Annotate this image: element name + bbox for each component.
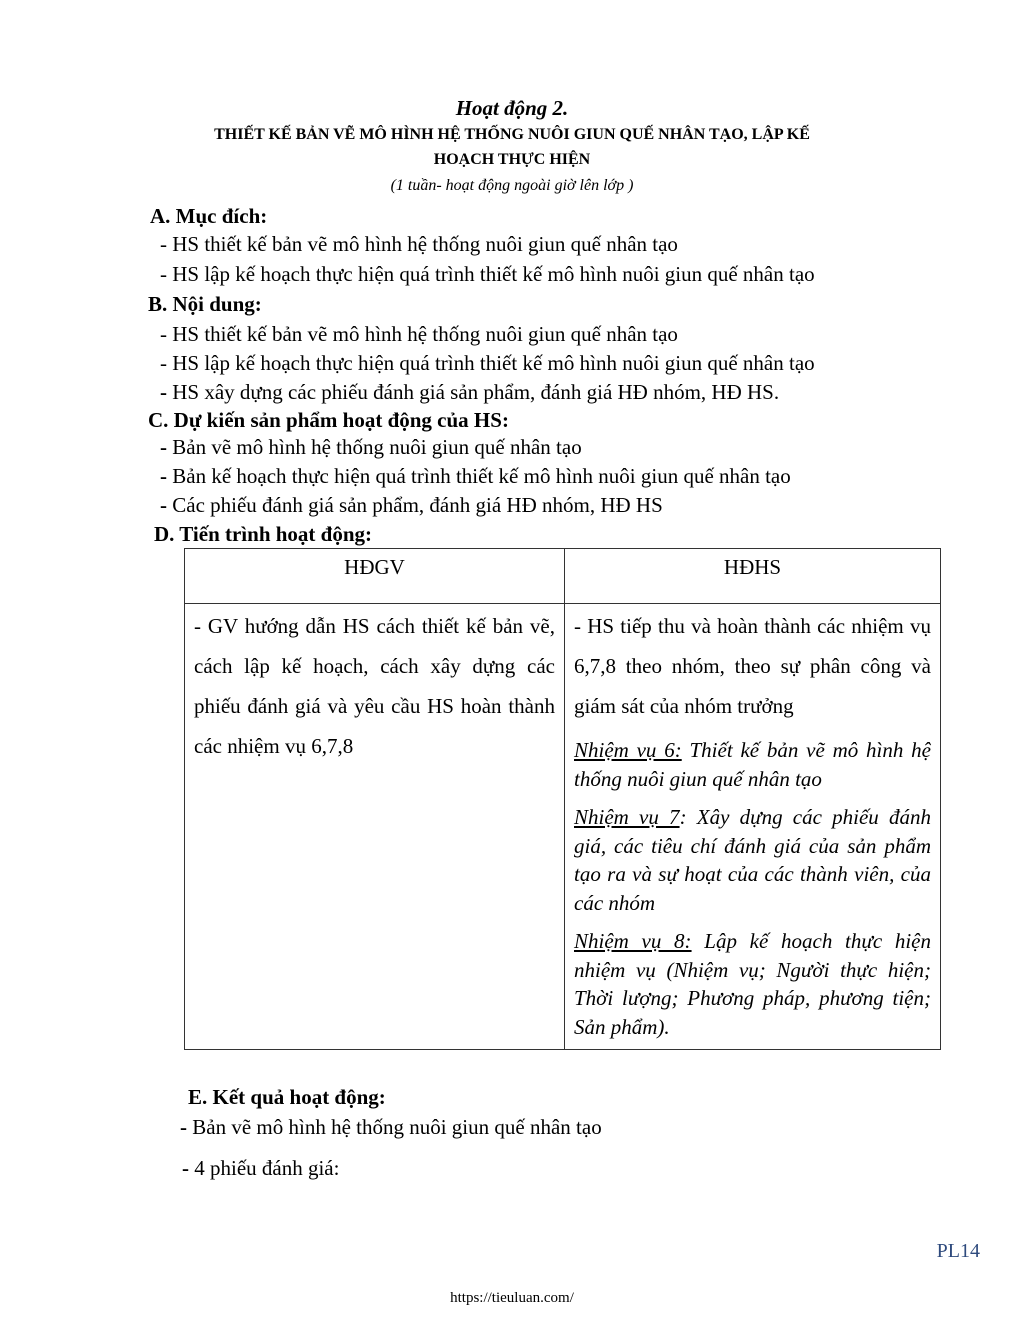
- section-d-heading: D. Tiến trình hoạt động:: [154, 522, 373, 546]
- section-e-item-1: - Bản vẽ mô hình hệ thống nuôi giun quế nhân tạo: [180, 1115, 602, 1139]
- activity-table: [184, 548, 941, 1050]
- section-e-heading: E. Kết quả hoạt động:: [188, 1085, 386, 1109]
- section-c-item-2: - Bản kế hoạch thực hiện quá trình thiết kế mô hình nuôi giun quế nhân tạo: [160, 464, 791, 488]
- section-b-item-1: - HS thiết kế bản vẽ mô hình hệ thống nuôi giun quế nhân tạo: [160, 322, 678, 346]
- activity-duration-note: (1 tuần- hoạt động ngoài giờ lên lớp ): [390, 177, 634, 194]
- table-header-student: HĐHS: [565, 549, 941, 604]
- activity-title: Hoạt động 2.: [455, 96, 569, 120]
- section-c-item-1: - Bản vẽ mô hình hệ thống nuôi giun quế nhân tạo: [160, 435, 582, 459]
- task-6: Nhiệm vụ 6: Thiết kế bản vẽ mô hình hệ thống nuôi giun quế nhân tạo: [574, 738, 931, 791]
- task-7: Nhiệm vụ 7: Xây dựng các phiếu đánh giá, các tiêu chí đánh giá của sản phẩm tạo ra và sự hoạt của các thành viên, của các nhóm: [574, 805, 931, 915]
- teacher-activity-text: - GV hướng dẫn HS cách thiết kế bản vẽ, cách lập kế hoạch, cách xây dựng các phiếu đánh giá và yêu cầu HS hoàn thành các nhiệm vụ 6,7,8: [194, 614, 555, 758]
- section-e-item-2: - 4 phiếu đánh giá:: [182, 1156, 340, 1180]
- section-c-heading: C. Dự kiến sản phẩm hoạt động của HS:: [148, 408, 509, 432]
- footer-url[interactable]: https://tieuluan.com/: [450, 1290, 574, 1306]
- table-header-row: [185, 549, 941, 604]
- activity-subtitle-line1: THIẾT KẾ BẢN VẼ MÔ HÌNH HỆ THỐNG NUÔI GIUN QUẾ NHÂN TẠO, LẬP KẾ: [214, 126, 810, 143]
- activity-subtitle-line2: HOẠCH THỰC HIỆN: [433, 151, 591, 168]
- section-b-item-3: - HS xây dựng các phiếu đánh giá sản phẩm, đánh giá HĐ nhóm, HĐ HS.: [160, 380, 780, 404]
- table-row: [185, 604, 941, 1050]
- task-8: Nhiệm vụ 8: Lập kế hoạch thực hiện nhiệm vụ (Nhiệm vụ; Người thực hiện; Thời lượng; Phương pháp, phương tiện; Sản phẩm).: [574, 929, 931, 1039]
- student-activity-text: - HS tiếp thu và hoàn thành các nhiệm vụ 6,7,8 theo nhóm, theo sự phân công và giám sát của nhóm trưởng: [574, 614, 931, 718]
- section-a-heading: A. Mục đích:: [150, 204, 268, 228]
- section-c-item-3: - Các phiếu đánh giá sản phẩm, đánh giá HĐ nhóm, HĐ HS: [160, 493, 663, 517]
- section-b-item-2: - HS lập kế hoạch thực hiện quá trình thiết kế mô hình nuôi giun quế nhân tạo: [160, 351, 815, 375]
- student-activity-cell: [565, 604, 941, 1050]
- page-number-label: PL14: [936, 1240, 980, 1262]
- section-a-item-1: - HS thiết kế bản vẽ mô hình hệ thống nuôi giun quế nhân tạo: [160, 232, 678, 256]
- section-a-item-2: - HS lập kế hoạch thực hiện quá trình thiết kế mô hình nuôi giun quế nhân tạo: [160, 262, 815, 286]
- table-header-teacher: HĐGV: [185, 549, 565, 604]
- teacher-activity-cell: [185, 604, 565, 1050]
- section-b-heading: B. Nội dung:: [148, 292, 262, 316]
